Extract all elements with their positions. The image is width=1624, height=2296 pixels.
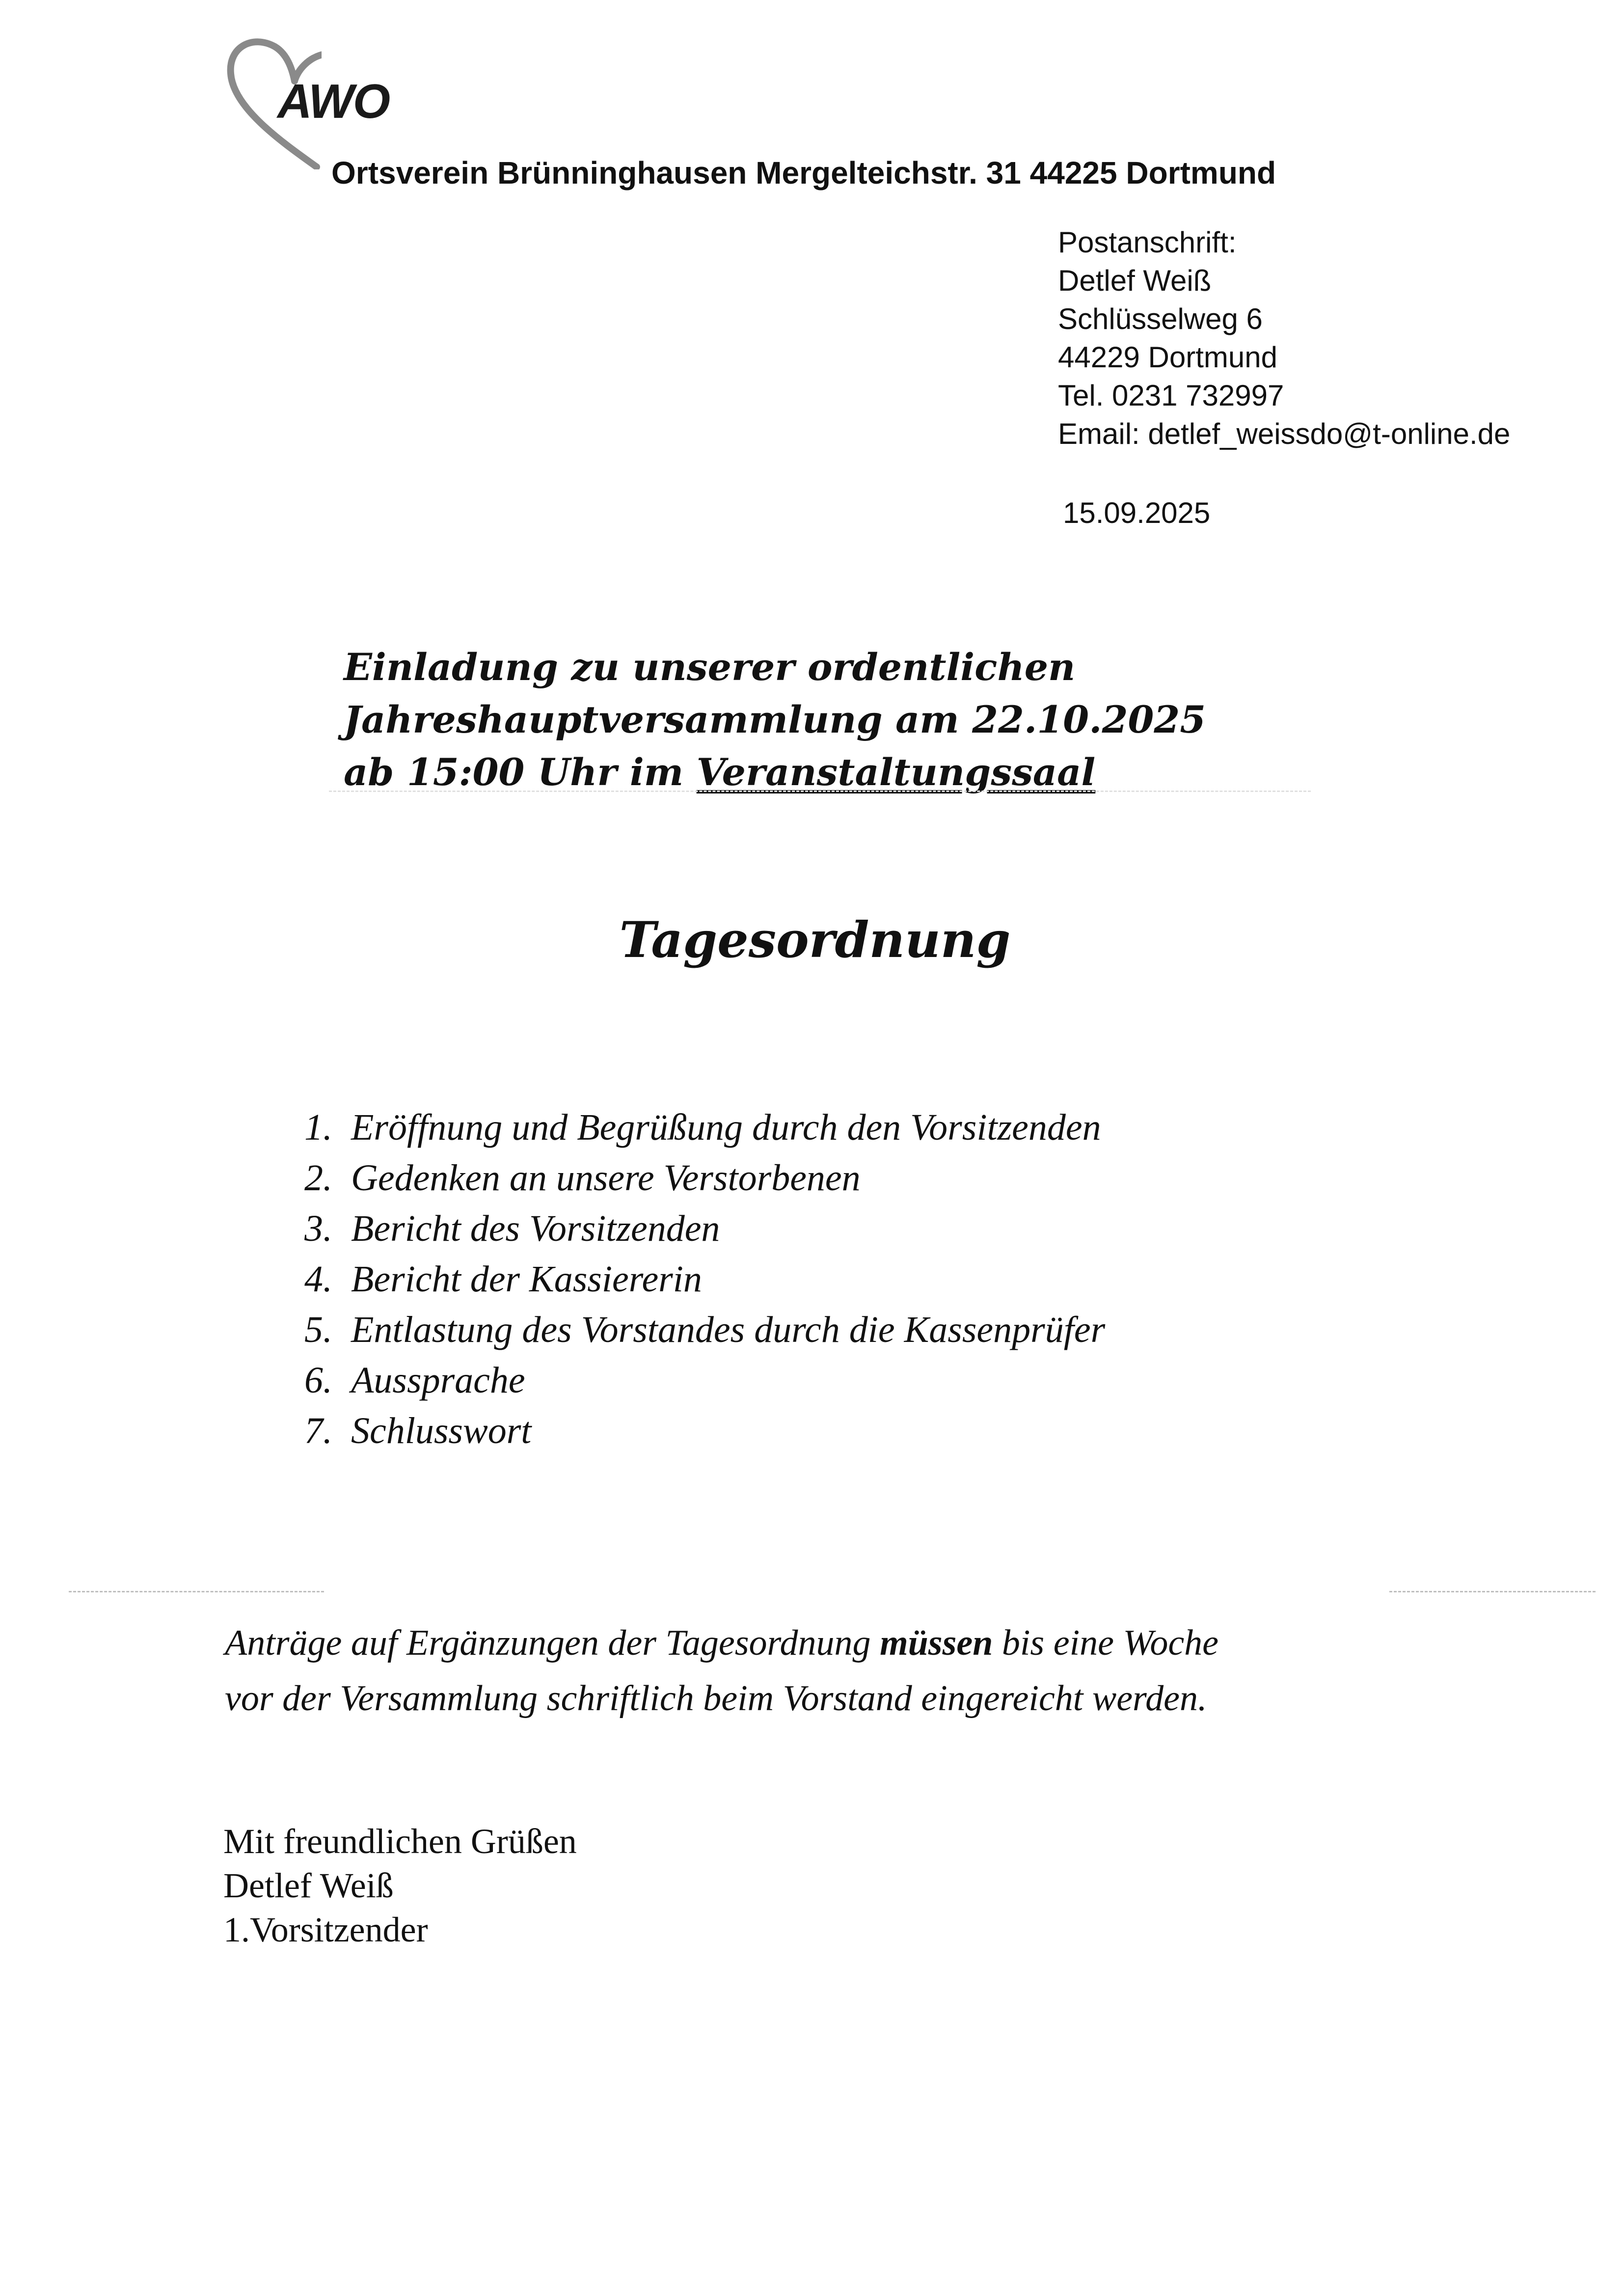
agenda-title: Tagesordnung — [619, 911, 1011, 969]
letter-date: 15.09.2025 — [1063, 496, 1211, 529]
agenda-item-text: Entlastung des Vorstandes durch die Kassenprüfer — [351, 1309, 1106, 1350]
agenda-item — [304, 1305, 1105, 1355]
agenda-item-text: Bericht des Vorsitzenden — [351, 1208, 720, 1249]
agenda-item-text: Schlusswort — [351, 1410, 532, 1451]
notice-line-1 — [225, 1615, 1218, 1671]
sender-email: Email: detlef_weissdo@t-online.de — [1058, 417, 1511, 450]
notice-line-2: vor der Versammlung schriftlich beim Vorstand eingereicht werden. — [225, 1678, 1207, 1719]
amendment-notice — [225, 1615, 1218, 1726]
postal-address — [1058, 223, 1510, 453]
notice-emphasis: müssen — [880, 1623, 993, 1663]
sender-street: Schlüsselweg 6 — [1058, 302, 1263, 335]
agenda-item-number: 4. — [304, 1258, 332, 1300]
logo-text: AWO — [277, 74, 390, 128]
closing-block — [223, 1819, 577, 1952]
agenda-item-number: 1. — [304, 1107, 332, 1148]
signatory-name: Detlef Weiß — [223, 1866, 394, 1905]
organization-line: Ortsverein Brünninghausen Mergelteichstr. 31 44225 Dortmund — [331, 155, 1276, 191]
scan-divider-left — [69, 1591, 324, 1592]
invitation-line-2: Jahreshauptversammlung am 22.10.2025 — [344, 698, 1206, 741]
postal-label: Postanschrift: — [1058, 226, 1237, 259]
scan-divider-right — [1389, 1591, 1596, 1592]
agenda-item-number: 7. — [304, 1410, 332, 1451]
agenda-item — [304, 1102, 1105, 1153]
agenda-item-text: Bericht der Kassiererin — [351, 1258, 702, 1300]
invitation-venue: Veranstaltungssaal — [696, 750, 1096, 794]
sender-name: Detlef Weiß — [1058, 264, 1212, 297]
scan-divider-title — [329, 791, 1311, 792]
agenda-item-text: Aussprache — [351, 1360, 525, 1401]
invitation-line-1: Einladung zu unserer ordentlichen — [344, 645, 1076, 689]
agenda-item — [304, 1153, 1105, 1203]
agenda-item — [304, 1203, 1105, 1254]
invitation-time: ab 15:00 Uhr im — [344, 750, 697, 794]
signatory-role: 1.Vorsitzender — [223, 1910, 428, 1949]
sender-phone: Tel. 0231 732997 — [1058, 379, 1284, 412]
agenda-list — [304, 1102, 1105, 1456]
agenda-item-number: 2. — [304, 1157, 332, 1199]
notice-line-1-start: Anträge auf Ergänzungen der Tagesordnung — [225, 1623, 880, 1663]
agenda-item-number: 5. — [304, 1309, 332, 1350]
agenda-item-number: 3. — [304, 1208, 332, 1249]
sender-city: 44229 Dortmund — [1058, 341, 1277, 374]
invitation-heading — [344, 641, 1206, 798]
agenda-item — [304, 1355, 1105, 1406]
agenda-item-text: Eröffnung und Begrüßung durch den Vorsitzenden — [351, 1107, 1101, 1148]
agenda-item — [304, 1254, 1105, 1305]
agenda-item-text: Gedenken an unsere Verstorbenen — [351, 1157, 861, 1199]
notice-line-1-end: bis eine Woche — [993, 1623, 1219, 1663]
agenda-item-number: 6. — [304, 1360, 332, 1401]
closing-greeting: Mit freundlichen Grüßen — [223, 1822, 577, 1861]
agenda-item — [304, 1406, 1105, 1456]
